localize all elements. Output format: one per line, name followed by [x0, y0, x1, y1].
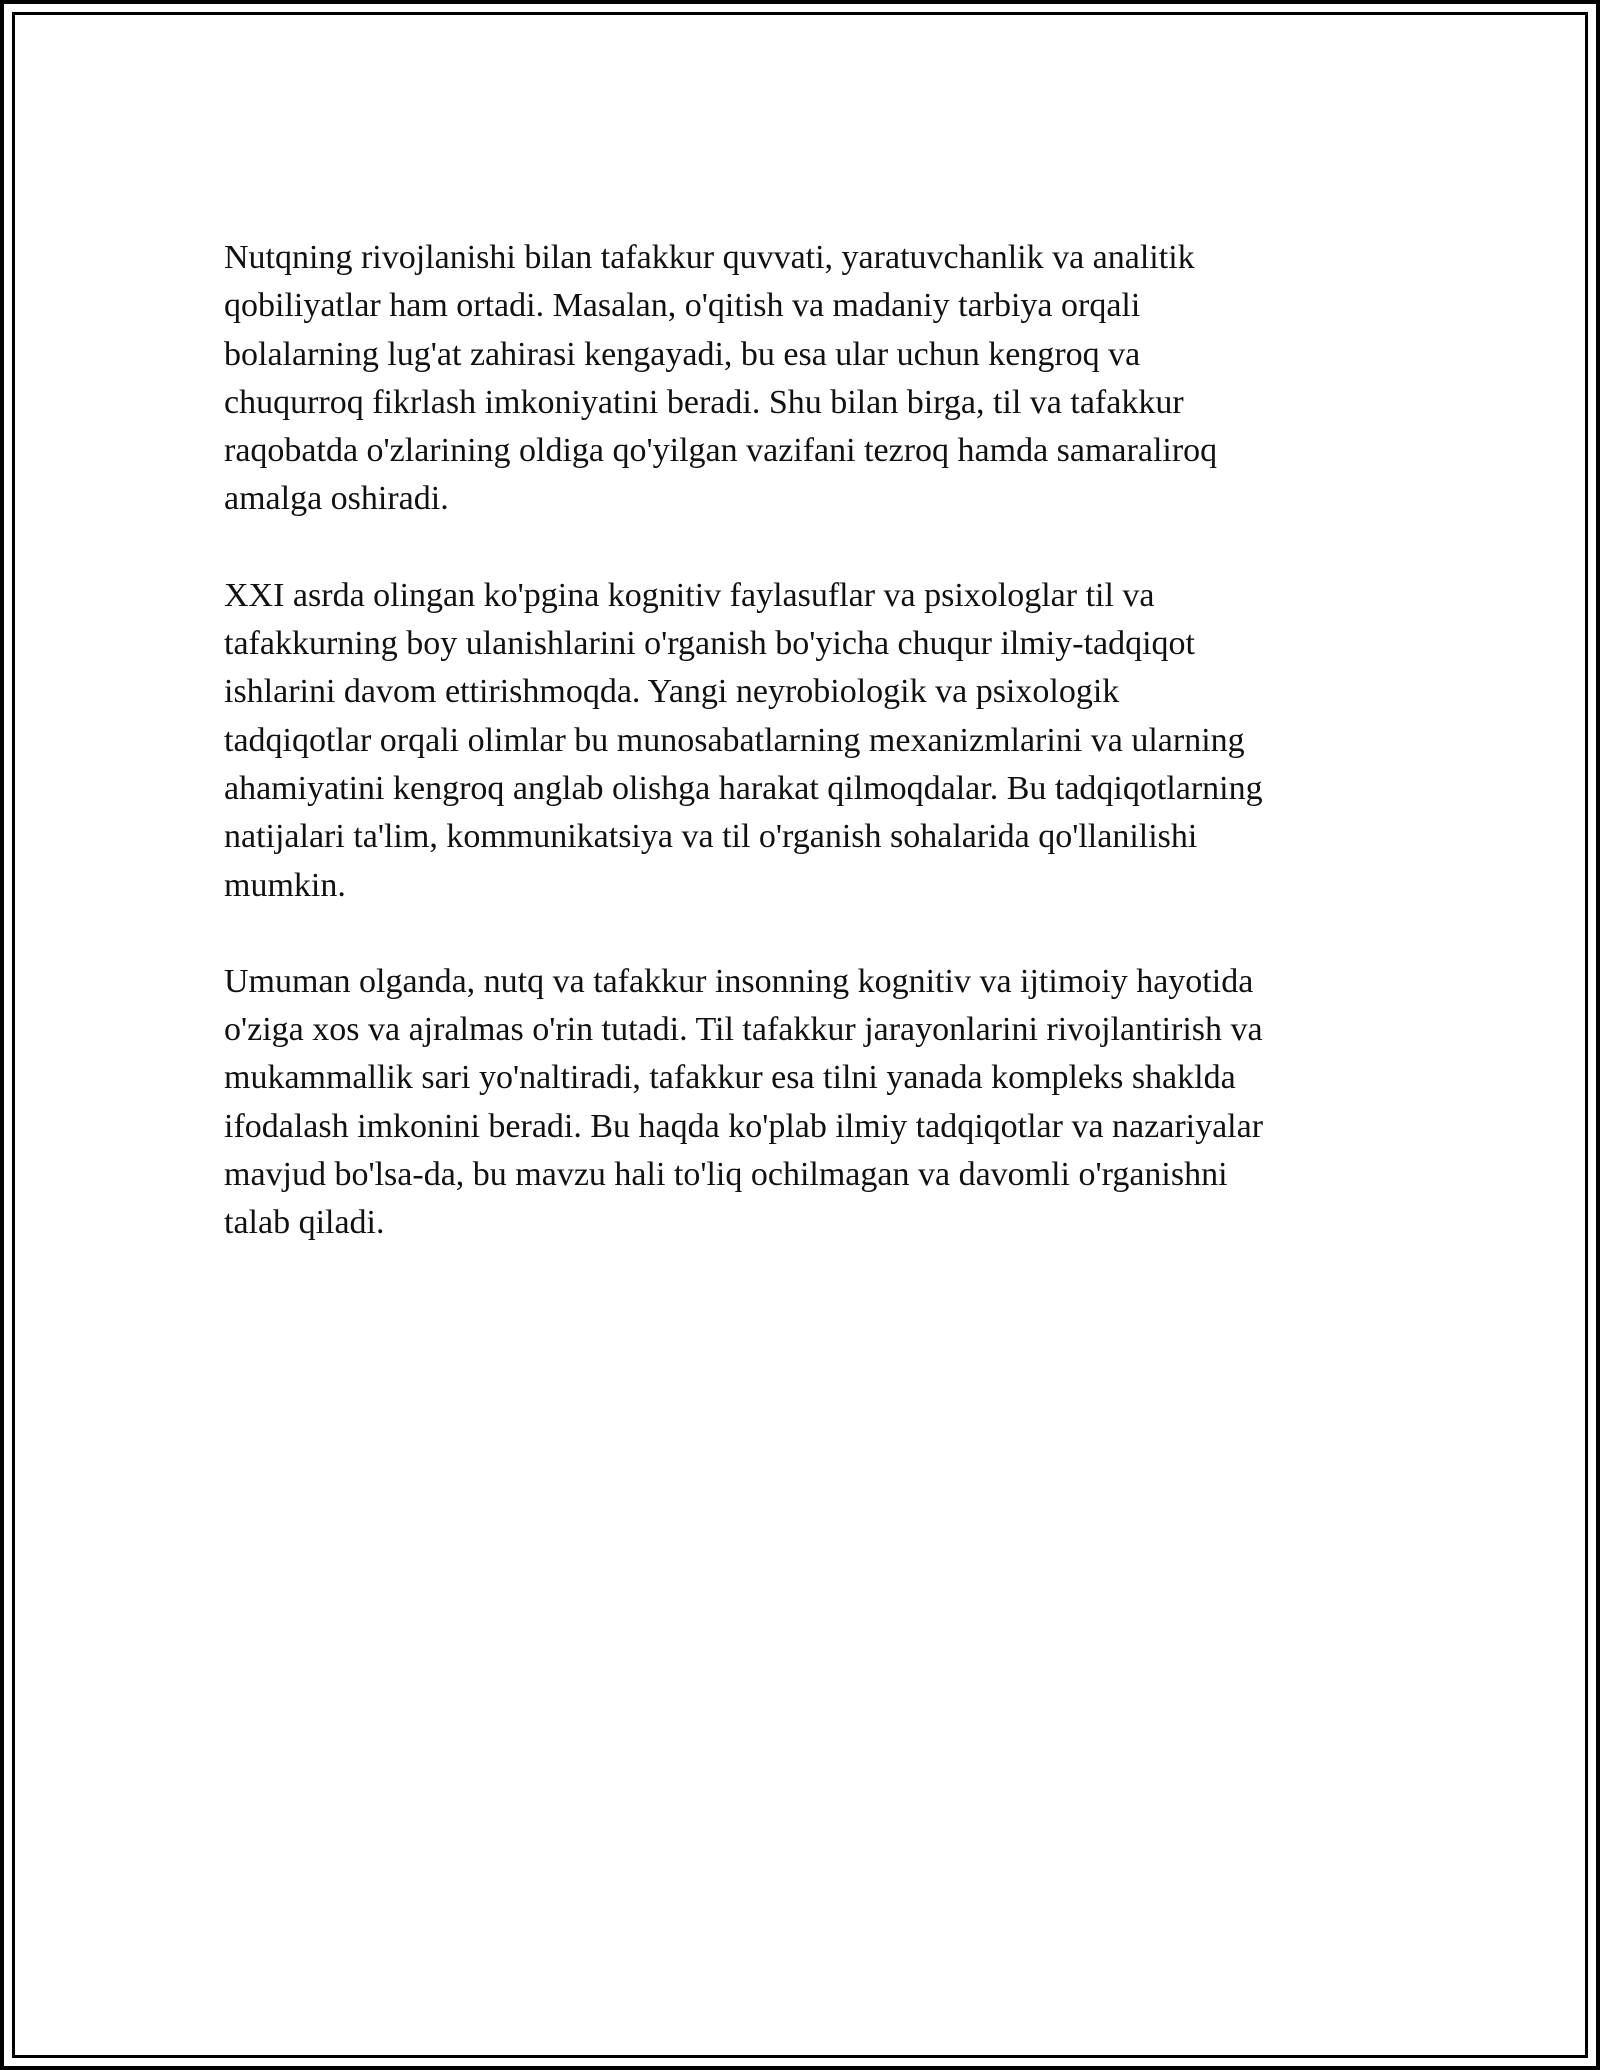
document-body [224, 234, 1372, 1296]
paragraph-3: Umuman olganda, nutq va tafakkur insonning kognitiv va ijtimoiy hayotida o'ziga xos va ajralmas o'rin tutadi. Til tafakkur jarayonlarini rivojlantirish va mukammallik sari yo'naltiradi, tafakkur esa tilni yanada kompleks shaklda ifodalash imkonini beradi. Bu haqda ko'plab ilmiy tadqiqotlar va nazariyalar mavjud bo'lsa-da, bu mavzu hali to'liq ochilmagan va davomli o'rganishni talab qiladi. [224, 962, 1264, 1242]
paragraph-1: Nutqning rivojlanishi bilan tafakkur quvvati, yaratuvchanlik va analitik qobiliyatlar ham ortadi. Masalan, o'qitish va madaniy tarbiya orqali bolalarning lug'at zahirasi kengayadi, bu esa ular uchun kengroq va chuqurroq fikrlash imkoniyatini beradi. Shu bilan birga, til va tafakkur raqobatda o'zlarining oldiga qo'yilgan vazifani tezroq hamda samaraliroq amalga oshiradi. [224, 239, 1218, 518]
paragraph-2: XXI asrda olingan ko'pgina kognitiv faylasuflar va psixologlar til va tafakkurning boy ulanishlarini o'rganish bo'yicha chuqur ilmiy-tadqiqot ishlarini davom ettirishmoqda. Yangi neyrobiologik va psixologik tadqiqotlar orqali olimlar bu munosabatlarning mexanizmlarini va ularning ahamiyatini kengroq anglab olishga harakat qilmoqdalar. Bu tadqiqotlarning natijalari ta'lim, kommunikatsiya va til o'rganish sohalarida qo'llanilishi mumkin. [224, 576, 1263, 904]
